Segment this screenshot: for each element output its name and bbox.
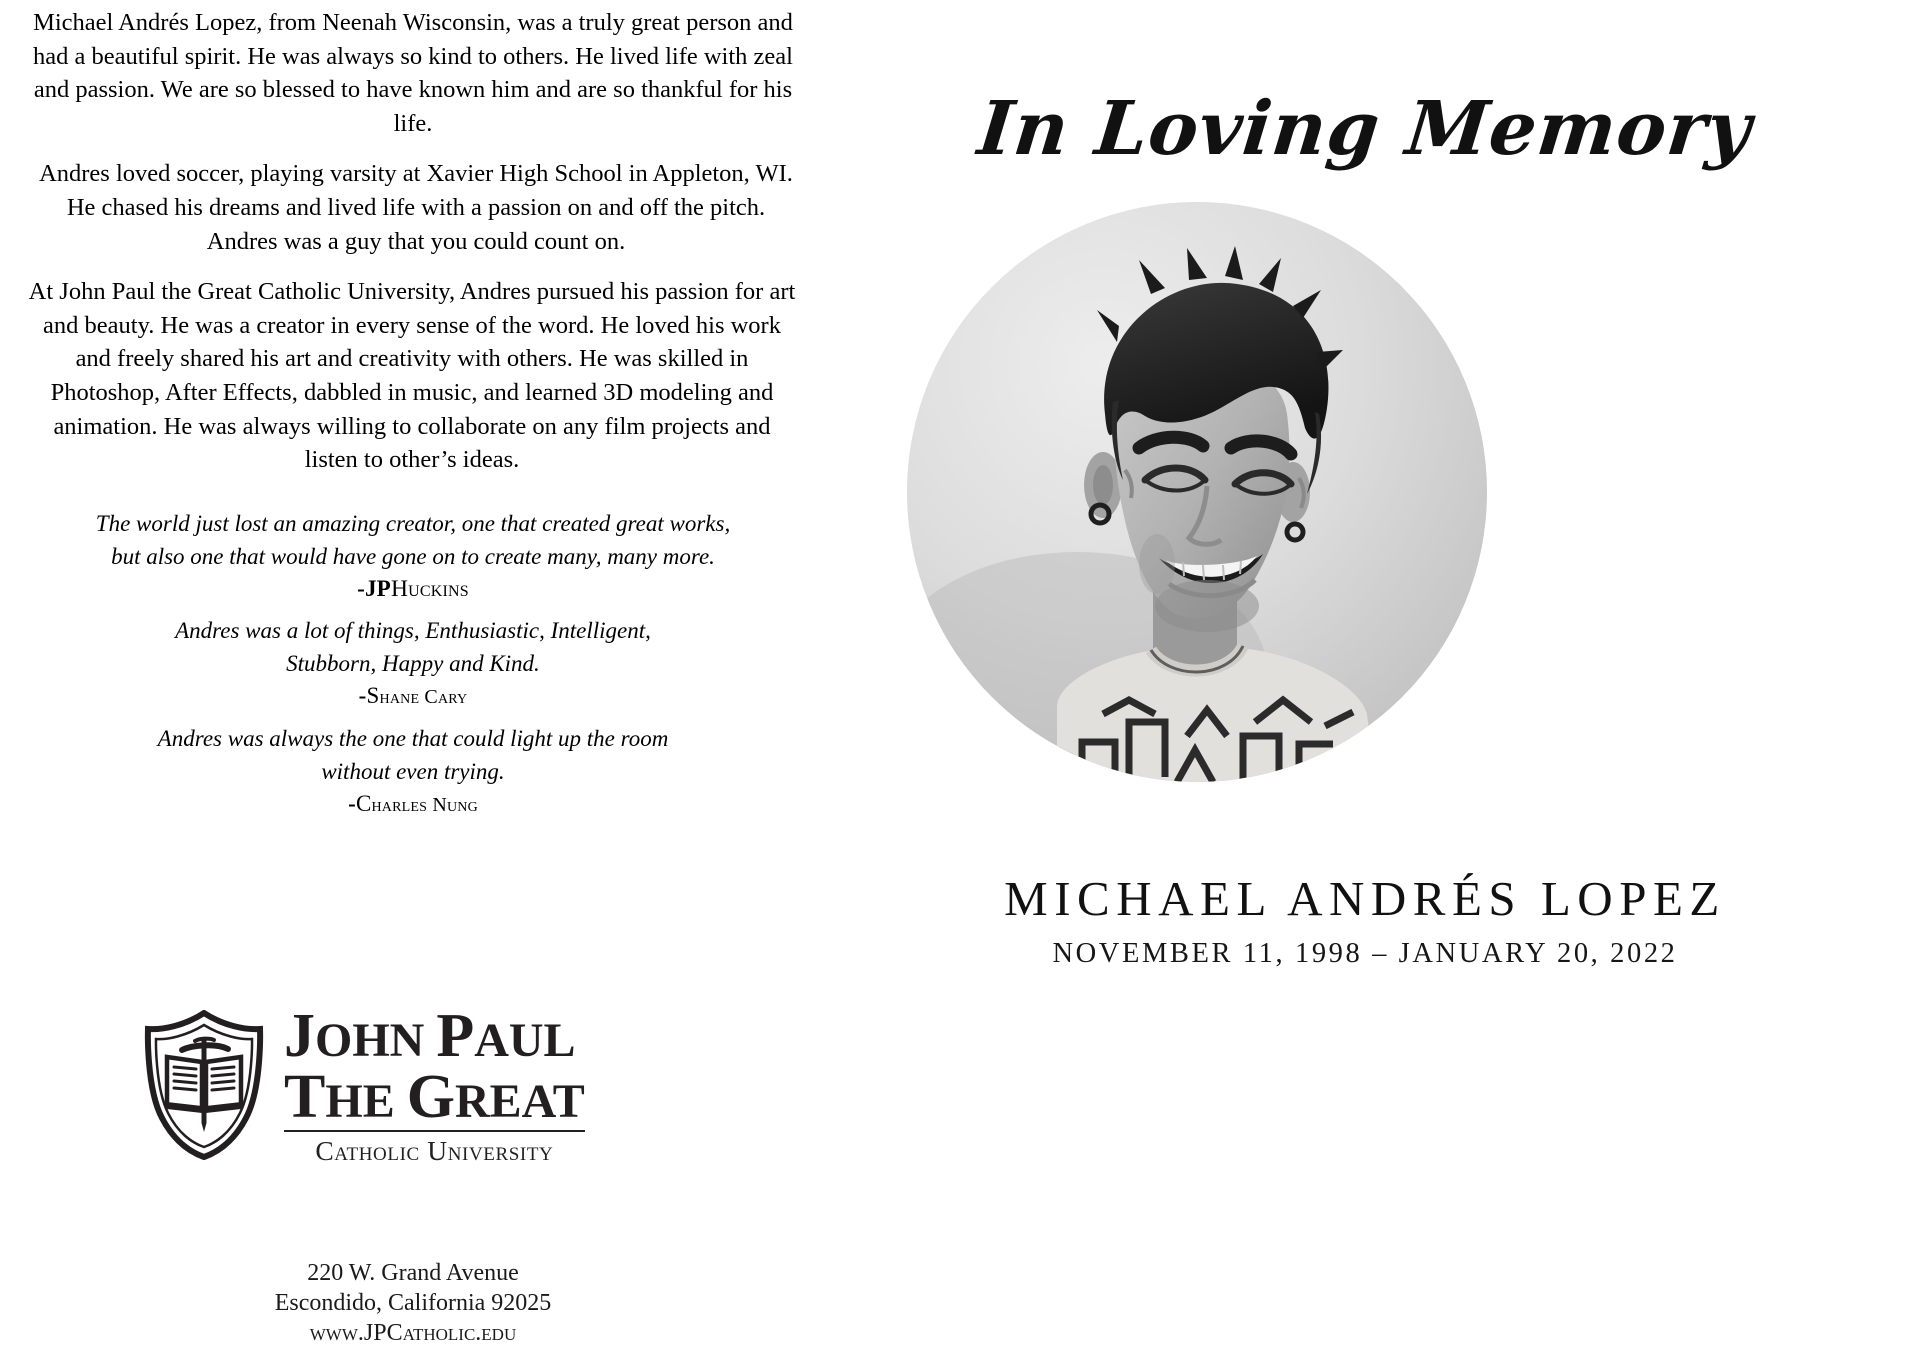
quote-text: The world just lost an amazing creator, one that created great works, but also one that would have gone on to create many, many more. [95,511,731,569]
url-atholic: atholic [402,1320,476,1346]
quote-text: Andres was a lot of things, Enthusiastic, Intelligent, Stubborn, Happy and Kind. [175,618,651,676]
address-street: 220 W. Grand Avenue [307,1260,519,1286]
logo-line-john-paul [284,1002,585,1070]
tribute-quote-2 [18,615,808,713]
website-url[interactable] [18,1318,808,1348]
tribute-quote-1 [18,508,808,605]
quote-attribution [18,573,808,605]
logo-text-aul: AUL [474,1014,576,1067]
logo-text-reat: REAT [454,1074,585,1128]
logo-wordmark [284,1003,585,1167]
attribution-surname: hane Cary [379,686,468,708]
logo-text-he: HE [325,1074,395,1128]
portrait-illustration [907,202,1487,782]
attribution-initials: C [355,791,372,816]
url-tld: .edu [475,1320,517,1346]
address-city-state-zip: Escondido, California 92025 [274,1290,552,1316]
attribution-dash: - [358,683,367,708]
portrait-photo [907,202,1487,782]
logo-letter-p: P [436,1002,475,1070]
attribution-dash: - [357,576,365,601]
logo-divider-rule [284,1130,585,1132]
biography-block [18,6,808,494]
url-www: www. [309,1320,364,1346]
right-panel [810,0,1920,1364]
logo-line-the-great [284,1062,585,1131]
attribution-surname: harles Nung [371,794,478,816]
tribute-quote-3 [18,723,808,821]
in-loving-memory-heading: In Loving Memory [974,86,1756,172]
shield-crest-icon [140,1010,268,1160]
quote-attribution [18,788,808,821]
attribution-surname: Huckins [390,576,469,602]
deceased-dates: NOVEMBER 11, 1998 – JANUARY 20, 2022 [1052,938,1678,969]
attribution-initials: S [366,683,380,708]
url-jpc: JPC [363,1320,403,1346]
attribution-dash: - [348,791,356,816]
address-block [18,1258,808,1348]
deceased-name: MICHAEL ANDRÉS LOPEZ [1004,871,1726,926]
logo-text-ohn: OHN [315,1014,425,1067]
quote-attribution [18,680,808,713]
biography-paragraph-2: Andres loved soccer, playing varsity at Xavier High School in Appleton, WI. He chased his dreams and lived life with a passion on and off the pitch. Andres was a guy that you could count on. [39,160,793,255]
logo-letter-g: G [406,1062,455,1131]
biography-paragraph-3: At John Paul the Great Catholic University, Andres pursued his passion for art and beauty. He was a creator in every sense of the word. He loved his work and freely shared his art and creativity with others. He was skilled in Photoshop, After Effects, dabbled in music, and learned 3D modeling and animation. He was always willing to collaborate on any film projects and listen to other’s ideas. [28,278,796,474]
attribution-initials: JP [364,576,391,601]
university-logo [140,1003,585,1167]
logo-letter-t: T [284,1062,326,1131]
logo-line-catholic-university: Catholic University [315,1134,554,1166]
left-panel [0,0,810,1364]
logo-letter-j: J [284,1002,315,1070]
quote-text: Andres was always the one that could light up the room without even trying. [157,726,669,784]
biography-paragraph-1: Michael Andrés Lopez, from Neenah Wisconsin, was a truly great person and had a beautiful spirit. He was always so kind to others. He lived life with zeal and passion. We are so blessed to have known him and are so thankful for his life. [33,9,793,137]
